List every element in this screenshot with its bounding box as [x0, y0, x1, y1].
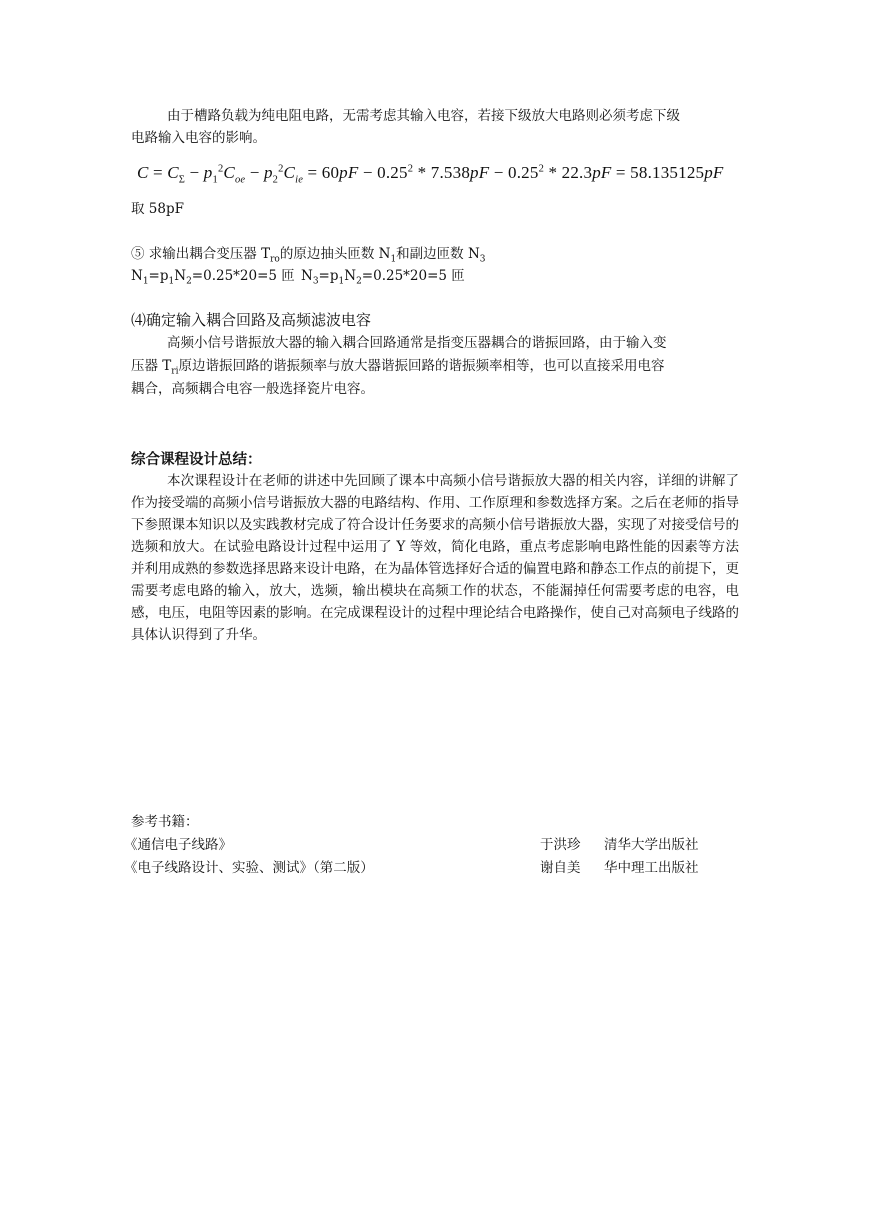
references-label: 参考书籍： [131, 814, 199, 830]
reference-2-author: 谢自美 [540, 860, 581, 876]
n3-calculation: $N_3=p_1N_2=0.25*20=5$ 匝 [301, 268, 465, 287]
reference-1-title: 《通信电子线路》 [124, 837, 232, 853]
section4-line3: 耦合，高频耦合电容一般选择瓷片电容。 [131, 381, 374, 397]
summary-paragraph: 本次课程设计在老师的讲述中先回顾了课本中高频小信号谐振放大器的相关内容，详细的讲解了作为接受端的高频小信号谐振放大器的电路结构、作用、工作原理和参数选择方案。之后在老师的指导下参照课本知识以及实践教材完成了符合设计任务要求的高频小信号谐振放大器，实现了对接受信号的选频和放大。在试验电路设计过程中运用了 Y 等效，简化电路，重点考虑影响电路性能的因素等方法并利用成熟的参数选择思路来设计电路，在为晶体管选择好合适的偏置电路和静态工作点的前提下，更需要考虑电路的输入，放大，选频，输出模块在高频工作的状态，不能漏掉任何需要考虑的电容，电感，电压，电阻等因素的影响。在完成课程设计的过程中理论结合电路操作，使自己对高频电子线路的具体认识得到了升华。 [131, 473, 739, 643]
section4-line2: 压器 $T_{ri}$原边谐振回路的谐振频率与放大器谐振回路的谐振频率相等，也可以直接采用电容 [131, 358, 665, 377]
reference-1-publisher: 清华大学出版社 [604, 837, 699, 853]
summary-title: 综合课程设计总结： [131, 452, 262, 468]
reference-1-author: 于洪珍 [540, 837, 581, 853]
reference-2-publisher: 华中理工出版社 [604, 860, 699, 876]
reference-2-title: 《电子线路设计、实验、测试》（第二版） [124, 860, 374, 876]
para1-line2: 电路输入电容的影响。 [131, 130, 266, 146]
take-value: 取 58pF [131, 201, 184, 217]
capacitance-formula: $C = C_\Sigma - p_1^2C_{oe} - p_2^2C_{ie} = 60pF - 0.25^2 * 7.538pF - 0.25^2 * 22.3pF = 58.135125pF$ [137, 163, 724, 186]
section4-title: ⑷确定输入耦合回路及高频滤波电容 [131, 311, 372, 329]
para1-line1: 由于槽路负载为纯电阻电路，无需考虑其输入电容，若接下级放大电路则必须考虑下级 [167, 108, 680, 124]
n1-calculation: $N_1=p_1N_2=0.25*20=5$ 匝 [131, 268, 295, 287]
section4-line1: 高频小信号谐振放大器的输入耦合回路通常是指变压器耦合的谐振回路，由于输入变 [167, 335, 667, 351]
step5-heading: ⑤ 求输出耦合变压器 $T_{ro}$的原边抽头匝数 $N_1$和副边匝数 $N_3$ [131, 246, 486, 265]
